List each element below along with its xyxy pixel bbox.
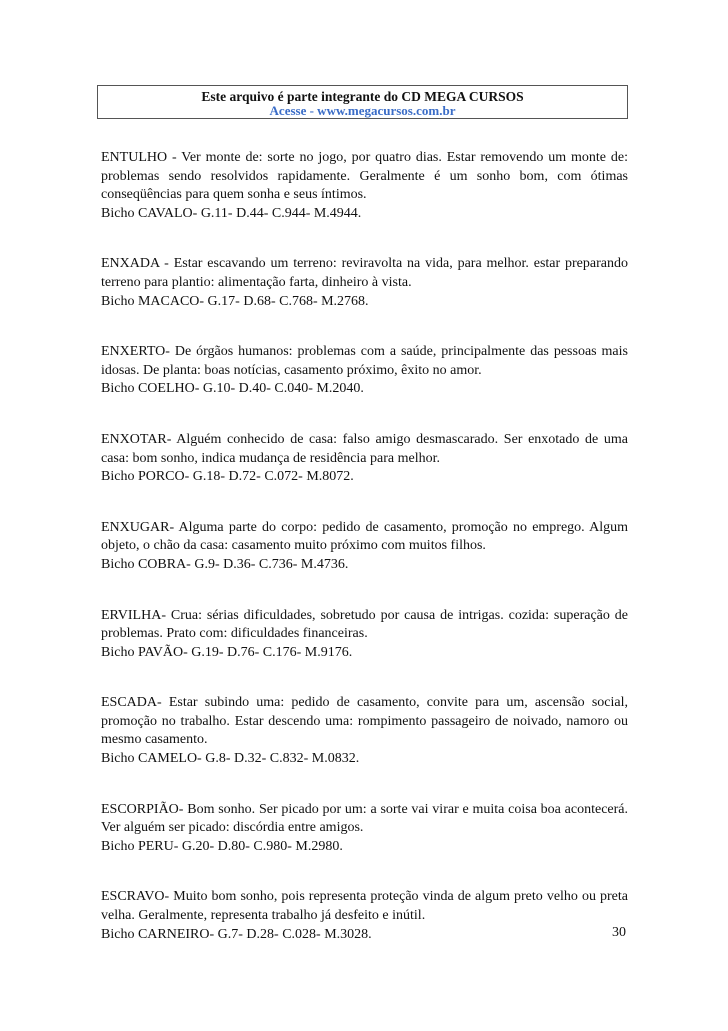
entry-text: ENXERTO- De órgãos humanos: problemas com a saúde, principalmente das pessoas mais idosas. De planta: boas notícias, casamento próximo, êxito no amor. <box>101 344 628 378</box>
entry-enxada <box>101 255 628 311</box>
entry-enxotar <box>101 431 628 487</box>
entry-text: ESCRAVO- Muito bom sonho, pois representa proteção vinda de algum preto velho ou preta velha. Geralmente, representa trabalho já desfeito e inútil. <box>101 889 628 924</box>
entry-entulho <box>101 149 628 223</box>
entry-ervilha <box>101 607 628 663</box>
entry-bicho: Bicho CARNEIRO- G.7- D.28- C.028- M.3028. <box>101 926 372 942</box>
page-number: 30 <box>612 925 626 940</box>
entry-text: ENXOTAR- Alguém conhecido de casa: falso amigo desmascarado. Ser enxotado de uma casa: bom sonho, indica mudança de residência para melhor. <box>101 431 628 466</box>
dictionary-entries <box>101 149 628 944</box>
entry-text: ENXUGAR- Alguma parte do corpo: pedido de casamento, promoção no emprego. Algum objeto, o chão da casa: casamento muito próximo com muitos filhos. <box>101 519 628 554</box>
entry-bicho: Bicho COBRA- G.9- D.36- C.736- M.4736. <box>101 556 349 572</box>
entry-text: ESCADA- Estar subindo uma: pedido de casamento, convite para um, ascensão social, promoção no trabalho. Estar descendo uma: rompimento passageiro de noivado, namoro ou mesmo casamento. <box>101 695 628 748</box>
entry-text: ERVILHA- Crua: sérias dificuldades, sobretudo por causa de intrigas. cozida: superação de problemas. Prato com: dificuldades financeiras. <box>101 607 628 642</box>
entry-bicho: Bicho COELHO- G.10- D.40- C.040- M.2040. <box>101 381 364 397</box>
header-website-link[interactable]: Acesse - www.megacursos.com.br <box>269 103 456 118</box>
entry-bicho: Bicho MACACO- G.17- D.68- C.768- M.2768. <box>101 293 369 309</box>
entry-escorpiao <box>101 801 628 857</box>
entry-bicho: Bicho CAVALO- G.11- D.44- C.944- M.4944. <box>101 205 362 221</box>
entry-bicho: Bicho PERU- G.20- D.80- C.980- M.2980. <box>101 838 343 854</box>
entry-bicho: Bicho PAVÃO- G.19- D.76- C.176- M.9176. <box>101 644 353 660</box>
entry-escravo <box>101 888 628 944</box>
entry-text: ENTULHO - Ver monte de: sorte no jogo, por quatro dias. Estar removendo um monte de: problemas sendo resolvidos rapidamente. Geralmente é um sonho bom, com ótimas conseqüências para quem sonha e seus íntimos. <box>101 150 628 203</box>
header-title: Este arquivo é parte integrante do CD MEGA CURSOS <box>201 89 524 104</box>
entry-escada <box>101 694 628 768</box>
entry-text: ENXADA - Estar escavando um terreno: reviravolta na vida, para melhor. estar preparando terreno para plantio: alimentação farta, dinheiro à vista. <box>101 256 628 290</box>
entry-bicho: Bicho PORCO- G.18- D.72- C.072- M.8072. <box>101 469 354 485</box>
entry-bicho: Bicho CAMELO- G.8- D.32- C.832- M.0832. <box>101 751 360 767</box>
entry-enxugar <box>101 519 628 575</box>
header-box <box>97 85 628 119</box>
entry-enxerto <box>101 343 628 399</box>
entry-text: ESCORPIÃO- Bom sonho. Ser picado por um: a sorte vai virar e muita coisa boa acontecerá. Ver alguém ser picado: discórdia entre amigos. <box>101 801 628 836</box>
